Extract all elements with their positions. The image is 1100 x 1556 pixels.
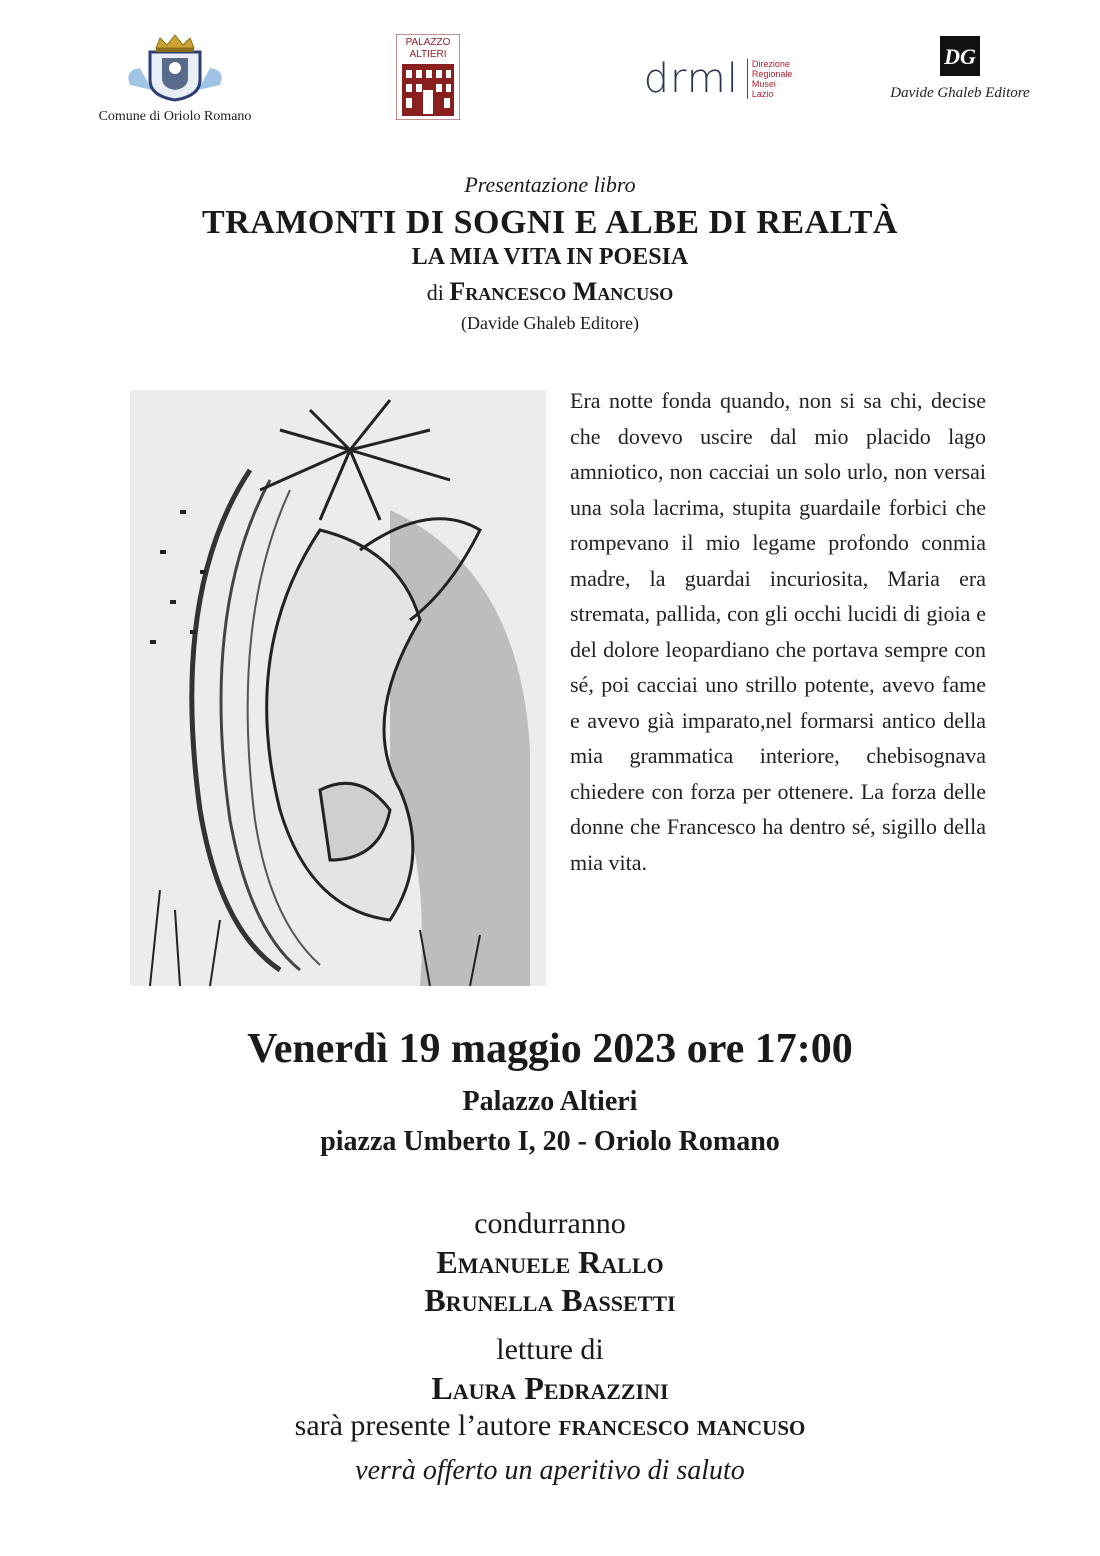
palazzo-logo-line1: PALAZZO [405, 37, 451, 48]
event-venue: Palazzo Altieri [462, 1086, 638, 1117]
event-venue-block [0, 1082, 1100, 1162]
author-presence-prefix: sarà presente l’autore [294, 1409, 552, 1442]
drm-wordmark: drml [643, 56, 739, 102]
cover-drawing [130, 390, 546, 986]
drm-sub-line: Regionale [751, 69, 793, 79]
book-title: TRAMONTI DI SOGNI E ALBE DI REALTÀ [202, 204, 898, 241]
credits [0, 1205, 1100, 1487]
author-name: Francesco Mancuso [449, 277, 674, 306]
readings-label: letture di [496, 1333, 604, 1366]
drm-sub-line: Direzione [751, 59, 790, 69]
drm-lazio-logo [628, 56, 808, 102]
publisher: (Davide Ghaleb Editore) [461, 313, 639, 333]
pencil-drawing-icon [130, 390, 546, 986]
book-blurb: Era notte fonda quando, non si sa chi, decise che dovevo uscire dal mio placido lago amniotico, non cacciai un solo urlo, non versai una sola lacrima, stupita guardaile forbici che rompevano il mio legame profondo conmia madre, la guardai incuriosita, Maria era stremata, pallida, con gli occhi lucidi di gioia e del dolore leopardiano che portava sempre con sé, poi cacciai uno strillo potente, avevo fame e avevo già imparato,nel formarsi antico della mia grammatica interiore, chebisognava chiedere con forza per ottenere. La forza delle donne che Francesco ha dentro sé, sigillo della mia vita. [570, 388, 986, 875]
palazzo-logo-line2: ALTIERI [409, 49, 447, 60]
palazzo-altieri-logo [396, 34, 460, 125]
comune-caption: Comune di Oriolo Romano [98, 109, 252, 124]
drm-sub-line: Lazio [751, 89, 774, 99]
logo-bar [0, 0, 1100, 140]
palazzo-building-icon [396, 34, 460, 120]
drm-sub-line: Musei [751, 79, 776, 89]
davide-ghaleb-logo [880, 36, 1040, 102]
drm-sub-label [747, 59, 793, 99]
author-presence-name: francesco mancuso [558, 1409, 806, 1442]
event-address: piazza Umberto I, 20 - Oriolo Romano [320, 1126, 780, 1157]
book-header [0, 170, 1100, 334]
hosts-label: condurranno [474, 1207, 626, 1240]
host-name: Brunella Bassetti [424, 1282, 676, 1318]
byline [0, 277, 1100, 307]
author-presence [0, 1407, 1100, 1445]
host-name: Emanuele Rallo [436, 1244, 664, 1280]
comune-logo [80, 30, 270, 125]
dg-monogram-icon [940, 36, 980, 76]
kicker: Presentazione libro [464, 172, 636, 197]
book-subtitle: LA MIA VITA IN POESIA [411, 244, 689, 270]
event-date: Venerdì 19 maggio 2023 ore 17:00 [247, 1026, 853, 1072]
crest-icon [120, 30, 230, 102]
dg-caption: Davide Ghaleb Editore [890, 85, 1030, 101]
reader-name: Laura Pedrazzini [431, 1370, 669, 1406]
dg-monogram-text: DG [944, 44, 976, 69]
closing-note: verrà offerto un aperitivo di saluto [355, 1455, 745, 1486]
byline-prefix: di [426, 280, 444, 305]
